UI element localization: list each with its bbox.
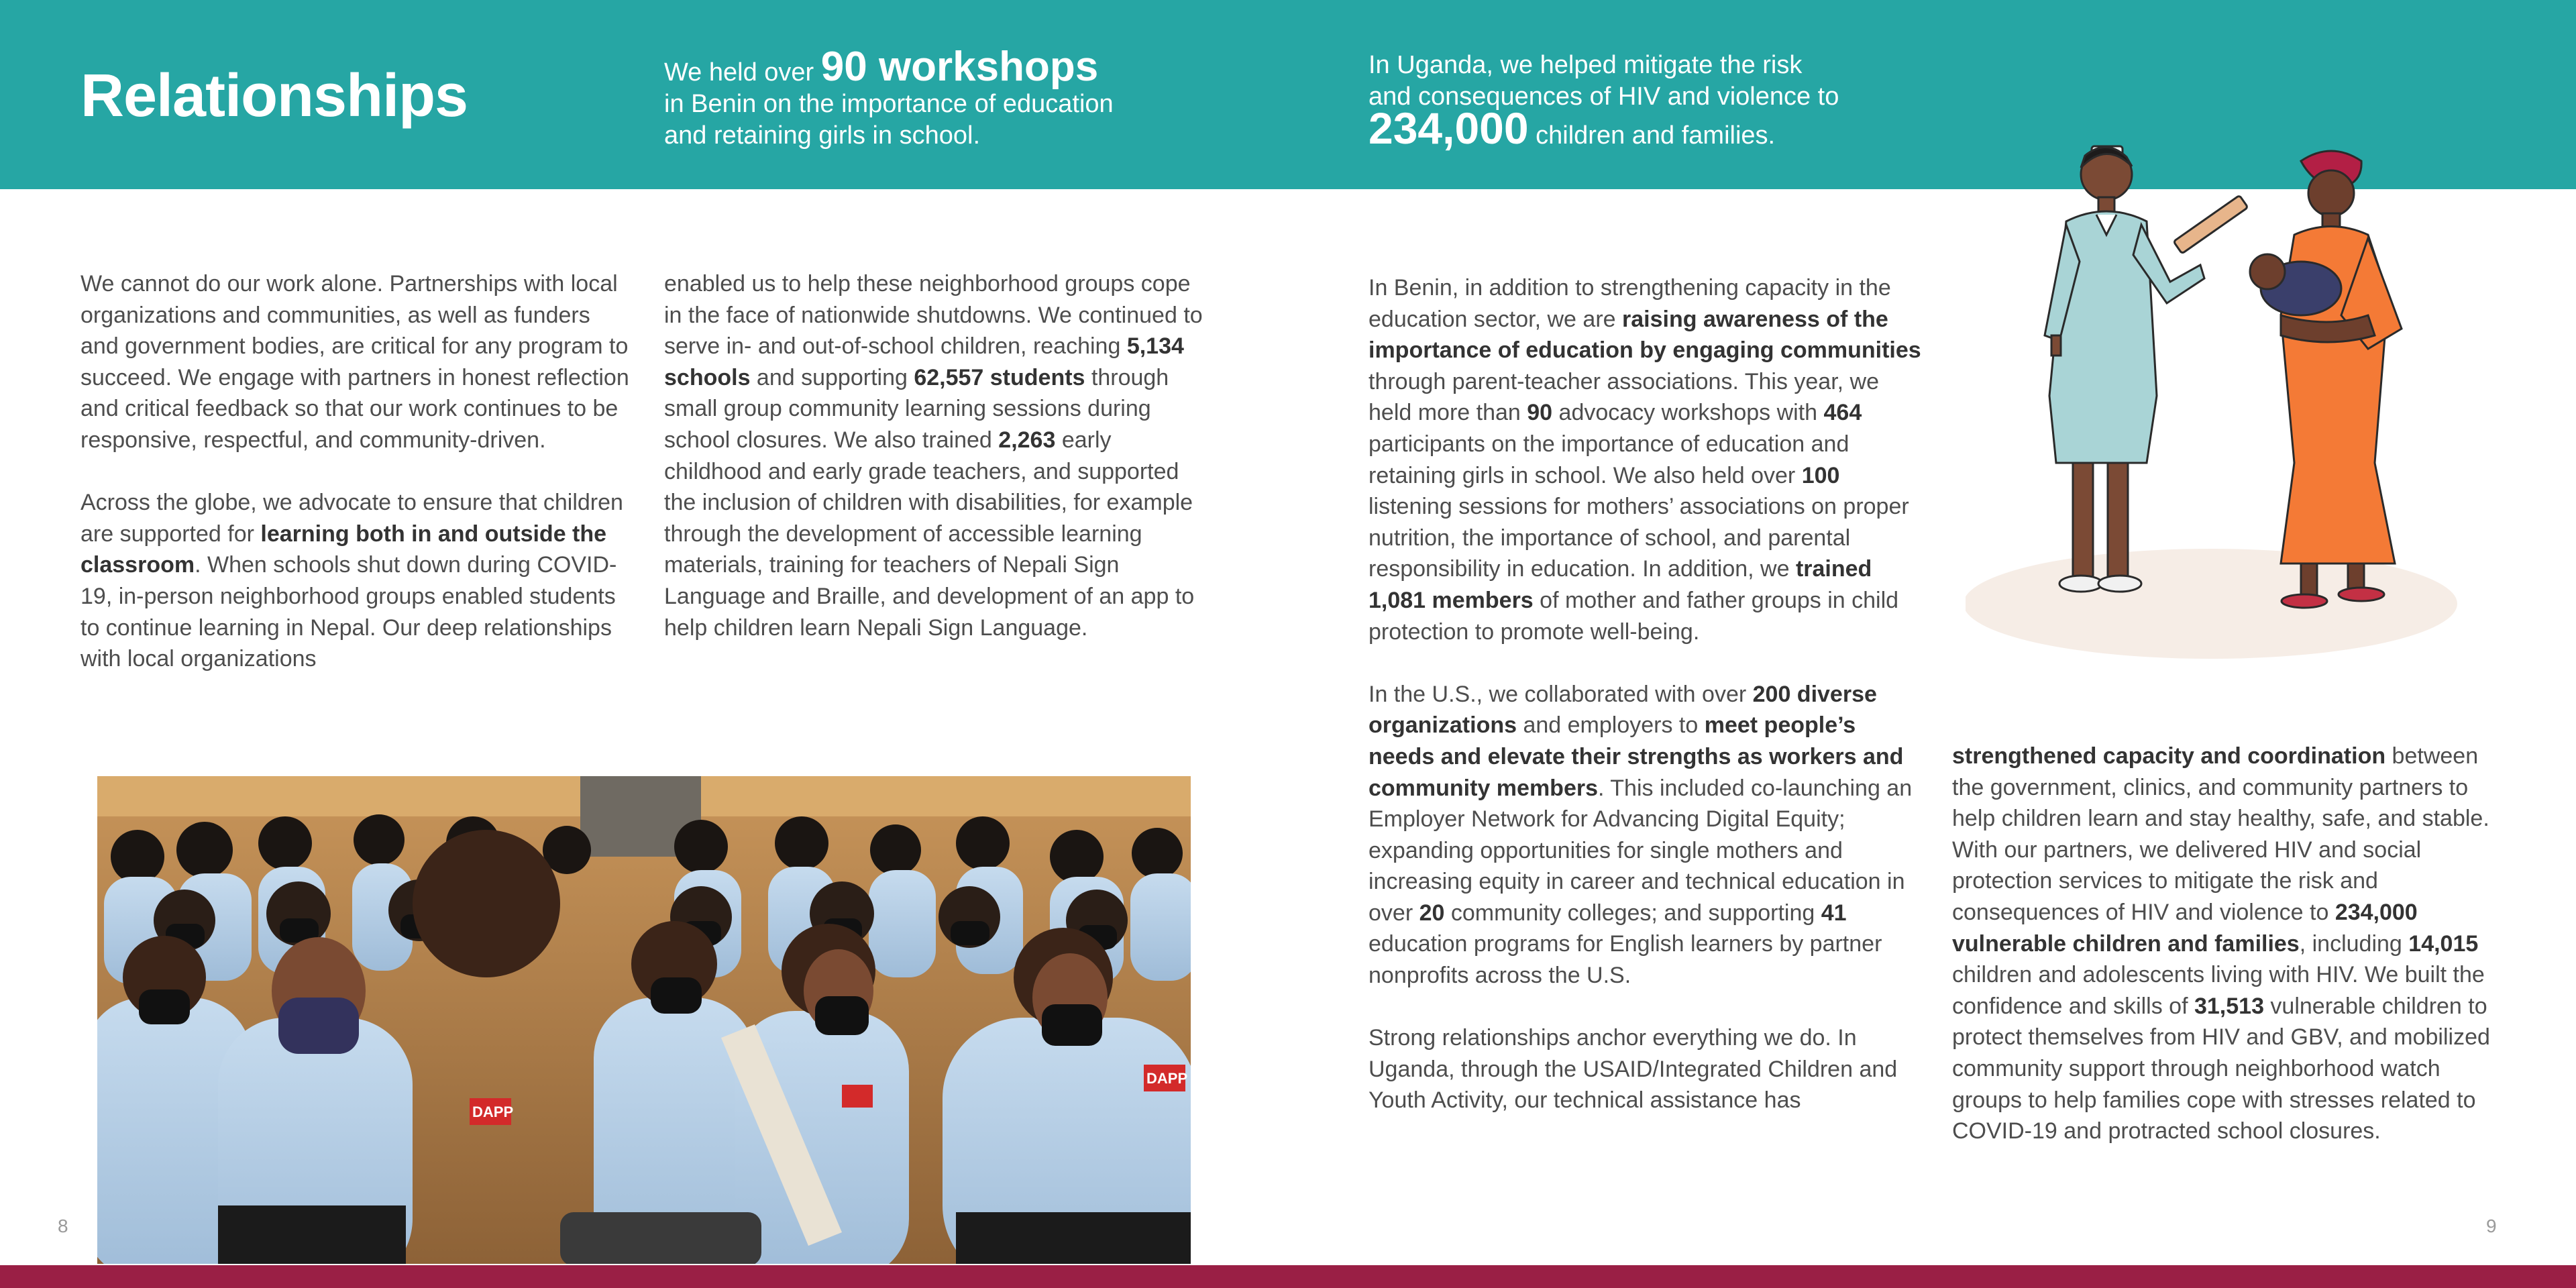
highlight-workshops-line2: in Benin on the importance of education bbox=[664, 90, 1114, 118]
col2-bold-schools: 5,134 schools bbox=[664, 333, 1184, 390]
highlight-uganda-number: 234,000 bbox=[1368, 103, 1529, 153]
highlight-uganda-line1: In Uganda, we helped mitigate the risk bbox=[1368, 51, 1803, 79]
col3-p1-t2: through parent-teacher associations. This year, we held more than bbox=[1368, 368, 1880, 426]
col1-p2-text-c: . When schools shut down during COVID-19, in-person neighborhood groups enabled students to continue learning in Nepal. Our deep relationships with local organizations bbox=[80, 552, 617, 672]
column-3 bbox=[1368, 272, 1925, 1116]
highlight-workshops bbox=[664, 44, 1214, 152]
col3-paragraph-uganda: Strong relationships anchor everything we do. In Uganda, through the USAID/Integrated Children and Youth Activity, our technical assistance has bbox=[1368, 1025, 1898, 1114]
shirt-logo-2: DAPP bbox=[1146, 1070, 1188, 1087]
col3-p1-b3: 464 bbox=[1823, 400, 1862, 426]
col3-p2-t3: . This included co-launching an Employer Network for Advancing Digital Equity; expanding opportunities for single mothers and increasing equity in career and technical education in over bbox=[1368, 775, 1913, 926]
students-photo bbox=[97, 776, 1191, 1264]
col2-text-4: early childhood and early grade teachers, and supported the inclusion of children with disabilities, for example through the development of accessible learning materials, training for teachers of Nepali Sign Language and Braille, and development of an app to help children learn Nepali Sign Language. bbox=[664, 427, 1195, 641]
col4-b2: 234,000 vulnerable children and families bbox=[1952, 899, 2418, 957]
col3-p1-b1: raising awareness of the importance of education by engaging communities bbox=[1368, 306, 1921, 364]
col4-paragraph bbox=[1952, 741, 2509, 1147]
col1-p2-text-a: Across the globe, we advocate to ensure that children are supported for bbox=[80, 490, 623, 547]
col3-p2-t5: education programs for English learners by partner nonprofits across the U.S. bbox=[1368, 931, 1882, 989]
col1-paragraph-2 bbox=[80, 487, 631, 675]
col2-bold-teachers: 2,263 bbox=[998, 427, 1056, 453]
col4-b3: 14,015 bbox=[2408, 930, 2479, 957]
col4-t2: , including bbox=[2299, 930, 2409, 957]
col3-p2-b3: 20 bbox=[1419, 900, 1445, 926]
col3-p2-t1: In the U.S., we collaborated with over bbox=[1368, 681, 1753, 707]
col2-bold-students: 62,557 students bbox=[914, 364, 1085, 390]
col2-text-1: enabled us to help these neighborhood groups cope in the face of nationwide shutdowns. We continued to serve in- and out-of-school children, reaching bbox=[664, 271, 1203, 360]
col3-p1-t6: of mother and father groups in child protection to promote well-being. bbox=[1368, 587, 1899, 645]
page-number-left: 8 bbox=[58, 1216, 68, 1236]
col2-text-2: and supporting bbox=[750, 364, 914, 390]
column-2 bbox=[664, 268, 1214, 643]
col3-p2-b2: meet people’s needs and elevate their strengths as workers and community members bbox=[1368, 712, 1904, 801]
col4-t3: children and adolescents living with HIV. We built the confidence and skills of bbox=[1952, 962, 2485, 1019]
col1-paragraph-1: We cannot do our work alone. Partnerships with local organizations and communities, as well as funders and government bodies, are critical for any program to succeed. We engage with partners in honest reflection and critical feedback so that our work continues to be responsive, respectful, and community-driven. bbox=[80, 271, 629, 453]
col1-p2-bold: learning both in and outside the classroom bbox=[80, 521, 607, 578]
col2-paragraph bbox=[664, 268, 1214, 643]
highlight-workshops-line3: and retaining girls in school. bbox=[664, 121, 981, 150]
highlight-uganda-line2: and consequences of HIV and violence to bbox=[1368, 83, 1839, 111]
page-title: Relationships bbox=[80, 62, 468, 129]
col3-p1-t3: advocacy workshops with bbox=[1552, 400, 1824, 426]
col3-p1-b2: 90 bbox=[1527, 400, 1553, 426]
highlight-workshops-number: 90 workshops bbox=[820, 44, 1099, 90]
col3-p2-b4: 41 bbox=[1821, 900, 1847, 926]
col3-paragraph-benin bbox=[1368, 272, 1925, 647]
col4-t1: between the government, clinics, and community partners to help children learn and stay healthy, safe, and stable. With our partners, we delivered HIV and social protection services to mitigate the risk and consequences of HIV and violence to bbox=[1952, 743, 2489, 925]
highlight-uganda bbox=[1368, 50, 1986, 152]
col2-text-3: through small group community learning sessions during school closures. We also trained bbox=[664, 364, 1169, 453]
col3-p2-t4: community colleges; and supporting bbox=[1444, 900, 1821, 926]
nurse-mother-illustration bbox=[1966, 114, 2475, 671]
col4-b1: strengthened capacity and coordination bbox=[1952, 743, 2386, 769]
highlight-uganda-post: children and families. bbox=[1528, 121, 1776, 150]
col3-p2-t2: and employers to bbox=[1517, 712, 1705, 739]
col4-t4: vulnerable children to protect themselves from HIV and GBV, and mobilized community support through neighborhood watch groups to help families cope with stresses related to COVID-19 and protracted school closures. bbox=[1952, 993, 2490, 1144]
col3-p2-b1: 200 diverse organizations bbox=[1368, 681, 1877, 739]
column-4 bbox=[1952, 741, 2509, 1147]
col4-b4: 31,513 bbox=[2194, 993, 2264, 1019]
col3-p1-t4: participants on the importance of education and retaining girls in school. We also held over bbox=[1368, 431, 1849, 488]
page-number-right: 9 bbox=[2486, 1216, 2497, 1236]
column-1 bbox=[80, 268, 631, 675]
highlight-workshops-pre: We held over bbox=[664, 58, 821, 87]
col3-p1-b5: trained 1,081 members bbox=[1368, 556, 1872, 613]
col3-p1-b4: 100 bbox=[1801, 462, 1840, 488]
shirt-logo-1: DAPP bbox=[472, 1104, 514, 1120]
col3-p1-t5: listening sessions for mothers’ associations on proper nutrition, the importance of school, and parental responsibility in education. In addition, we bbox=[1368, 494, 1909, 582]
col3-paragraph-us bbox=[1368, 679, 1925, 991]
footer-band bbox=[0, 1265, 2576, 1288]
col3-p1-t1: In Benin, in addition to strengthening capacity in the education sector, we are bbox=[1368, 275, 1891, 332]
